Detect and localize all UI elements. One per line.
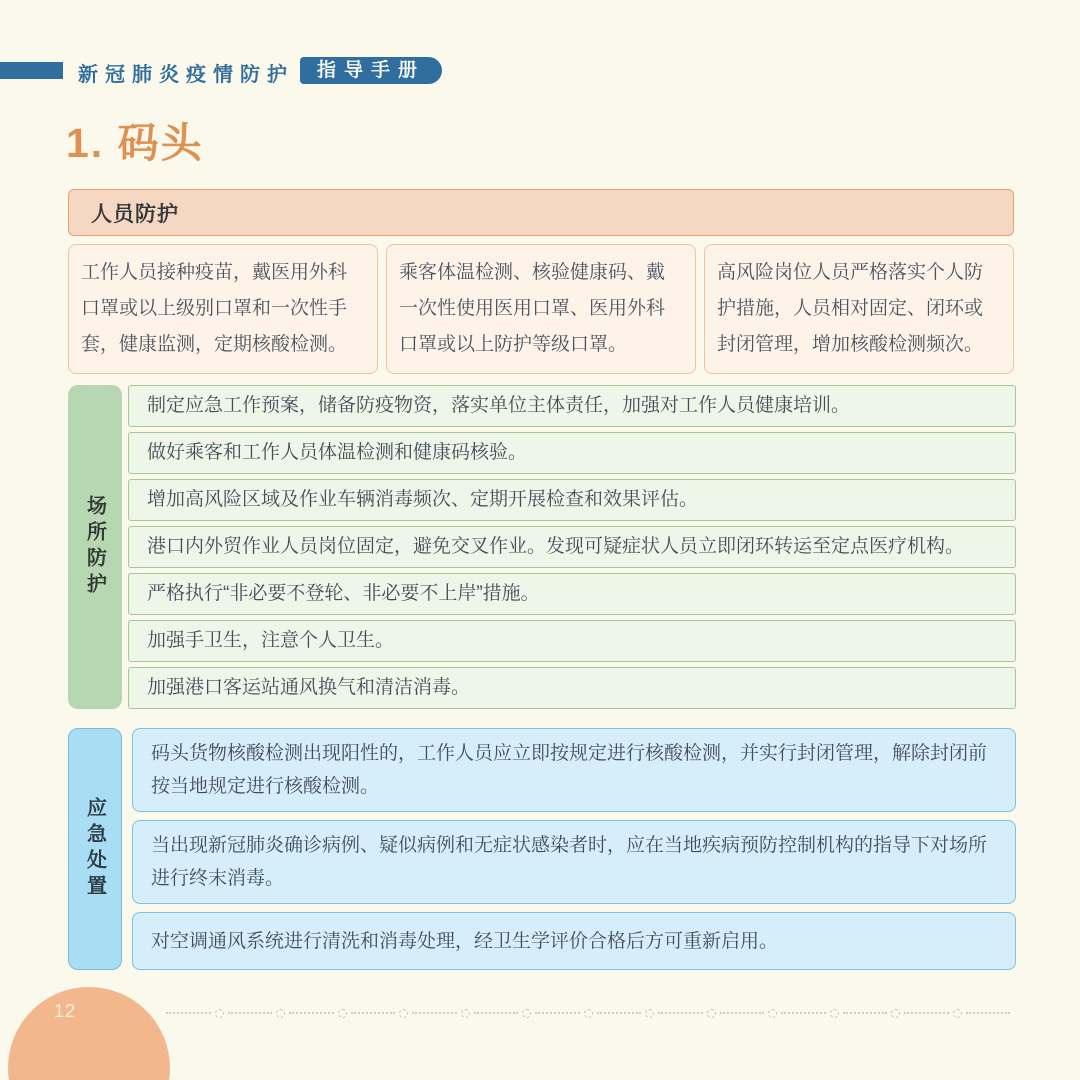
venue-row: 做好乘客和工作人员体温检测和健康码核验。 (128, 432, 1016, 474)
decorative-dotted-line (162, 1006, 1014, 1020)
emergency-handling-label-text: 应急处置 (83, 797, 106, 901)
emergency-row: 对空调通风系统进行清洗和消毒处理，经卫生学评价合格后方可重新启用。 (132, 912, 1016, 970)
emergency-handling-label (68, 728, 122, 970)
personnel-cards (68, 244, 1014, 374)
header-title: 新冠肺炎疫情防护 (78, 64, 294, 86)
venue-row: 增加高风险区域及作业车辆消毒频次、定期开展检查和效果评估。 (128, 479, 1016, 521)
emergency-row: 当出现新冠肺炎确诊病例、疑似病例和无症状感染者时，应在当地疾病预防控制机构的指导下对场所进行终末消毒。 (132, 820, 1016, 904)
page-number: 12 (54, 1001, 77, 1021)
personnel-card: 高风险岗位人员严格落实个人防护措施，人员相对固定、闭环或封闭管理，增加核酸检测频次。 (704, 244, 1014, 374)
header-badge: 指导手册 (300, 57, 442, 84)
venue-protection-section (68, 385, 1016, 709)
emergency-handling-section (68, 728, 1016, 970)
venue-row: 加强港口客运站通风换气和清洁消毒。 (128, 667, 1016, 709)
venue-protection-label-text: 场所防护 (83, 495, 106, 599)
header-accent-bar (0, 62, 63, 79)
venue-protection-label (68, 385, 122, 709)
venue-row: 加强手卫生，注意个人卫生。 (128, 620, 1016, 662)
personnel-card: 工作人员接种疫苗，戴医用外科口罩或以上级别口罩和一次性手套，健康监测，定期核酸检测。 (68, 244, 378, 374)
emergency-handling-rows (132, 728, 1016, 970)
emergency-row: 码头货物核酸检测出现阳性的，工作人员应立即按规定进行核酸检测，并实行封闭管理，解除封闭前按当地规定进行核酸检测。 (132, 728, 1016, 812)
page-number-circle (8, 987, 170, 1080)
personnel-protection-header: 人员防护 (68, 189, 1014, 236)
venue-row: 严格执行“非必要不登轮、非必要不上岸”措施。 (128, 573, 1016, 615)
venue-row: 制定应急工作预案，储备防疫物资，落实单位主体责任，加强对工作人员健康培训。 (128, 385, 1016, 427)
venue-row: 港口内外贸作业人员岗位固定，避免交叉作业。发现可疑症状人员立即闭环转运至定点医疗机构。 (128, 526, 1016, 568)
page-title: 1. 码头 (66, 120, 204, 166)
venue-protection-rows (128, 385, 1016, 709)
personnel-card: 乘客体温检测、核验健康码、戴一次性使用医用口罩、医用外科口罩或以上防护等级口罩。 (386, 244, 696, 374)
